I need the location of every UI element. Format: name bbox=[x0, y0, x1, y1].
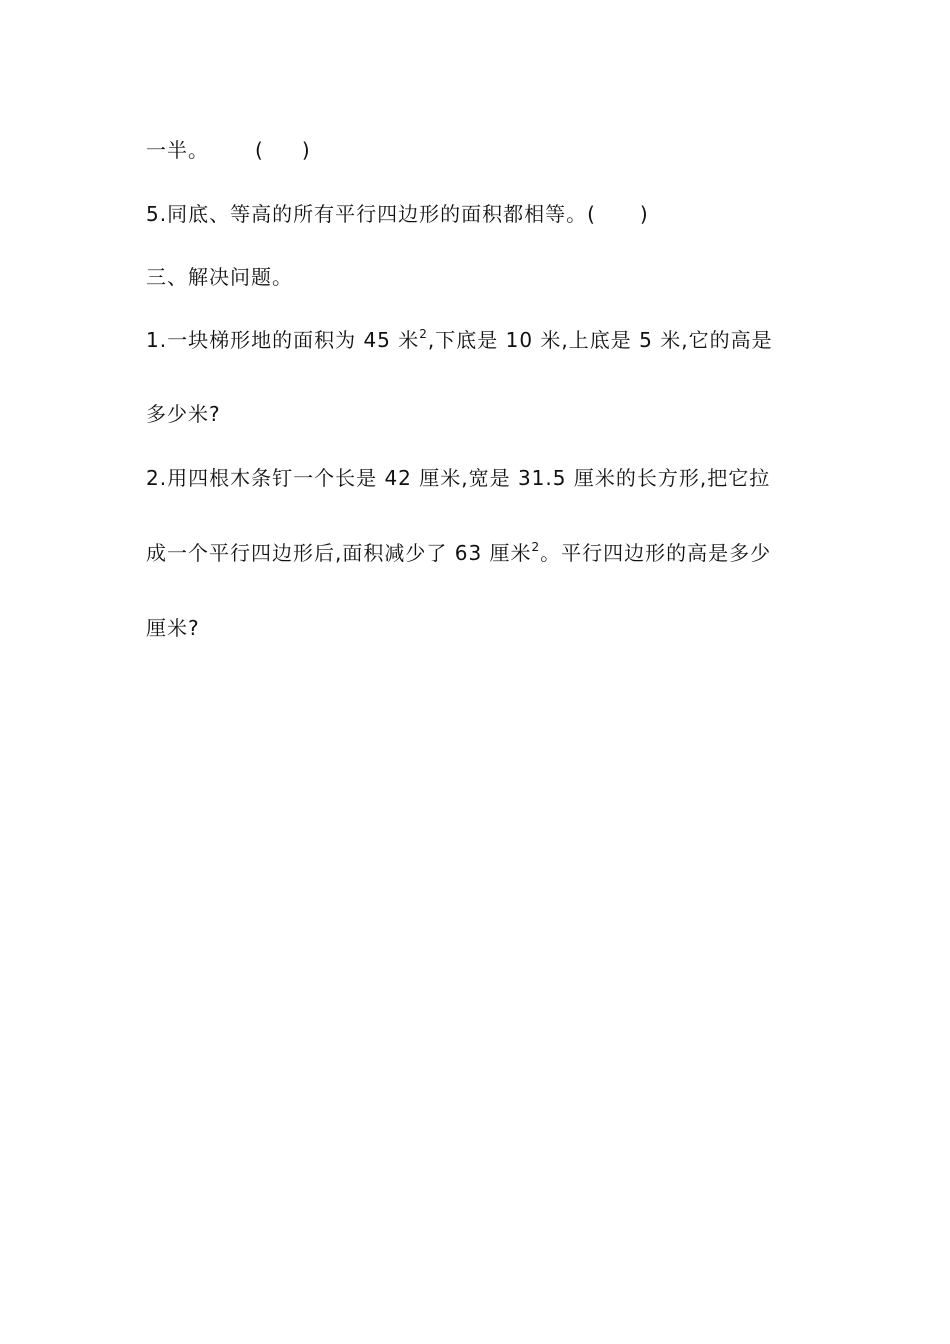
problem-2-line-2 bbox=[146, 541, 771, 565]
judgement-item-4-continuation bbox=[146, 138, 311, 162]
section-heading: 三、解决问题。 bbox=[146, 265, 293, 289]
problem-2-line-1: 2.用四根木条钉一个长是 42 厘米,宽是 31.5 厘米的长方形,把它拉 bbox=[146, 466, 771, 490]
line-text: 。平行四边形的高是多少 bbox=[540, 541, 772, 565]
line-text: 1.一块梯形地的面积为 45 米 bbox=[146, 328, 420, 352]
line-text: 一半。 bbox=[146, 138, 209, 162]
problem-2-line-3: 厘米? bbox=[146, 616, 200, 640]
superscript: 2 bbox=[419, 327, 428, 341]
line-text: ,下底是 10 米,上底是 5 米,它的高是 bbox=[427, 328, 773, 352]
answer-bracket-close: ) bbox=[639, 202, 649, 226]
superscript: 2 bbox=[531, 540, 541, 554]
problem-1-line-1 bbox=[146, 328, 773, 352]
problem-1-line-2: 多少米? bbox=[146, 402, 221, 426]
answer-bracket-close: ) bbox=[301, 138, 311, 162]
judgement-item-5 bbox=[146, 202, 649, 226]
line-text: 5.同底、等高的所有平行四边形的面积都相等。 bbox=[146, 202, 588, 226]
answer-bracket-open: ( bbox=[587, 202, 596, 226]
answer-bracket-open: ( bbox=[255, 138, 264, 162]
line-text: 成一个平行四边形后,面积减少了 63 厘米 bbox=[146, 541, 532, 565]
